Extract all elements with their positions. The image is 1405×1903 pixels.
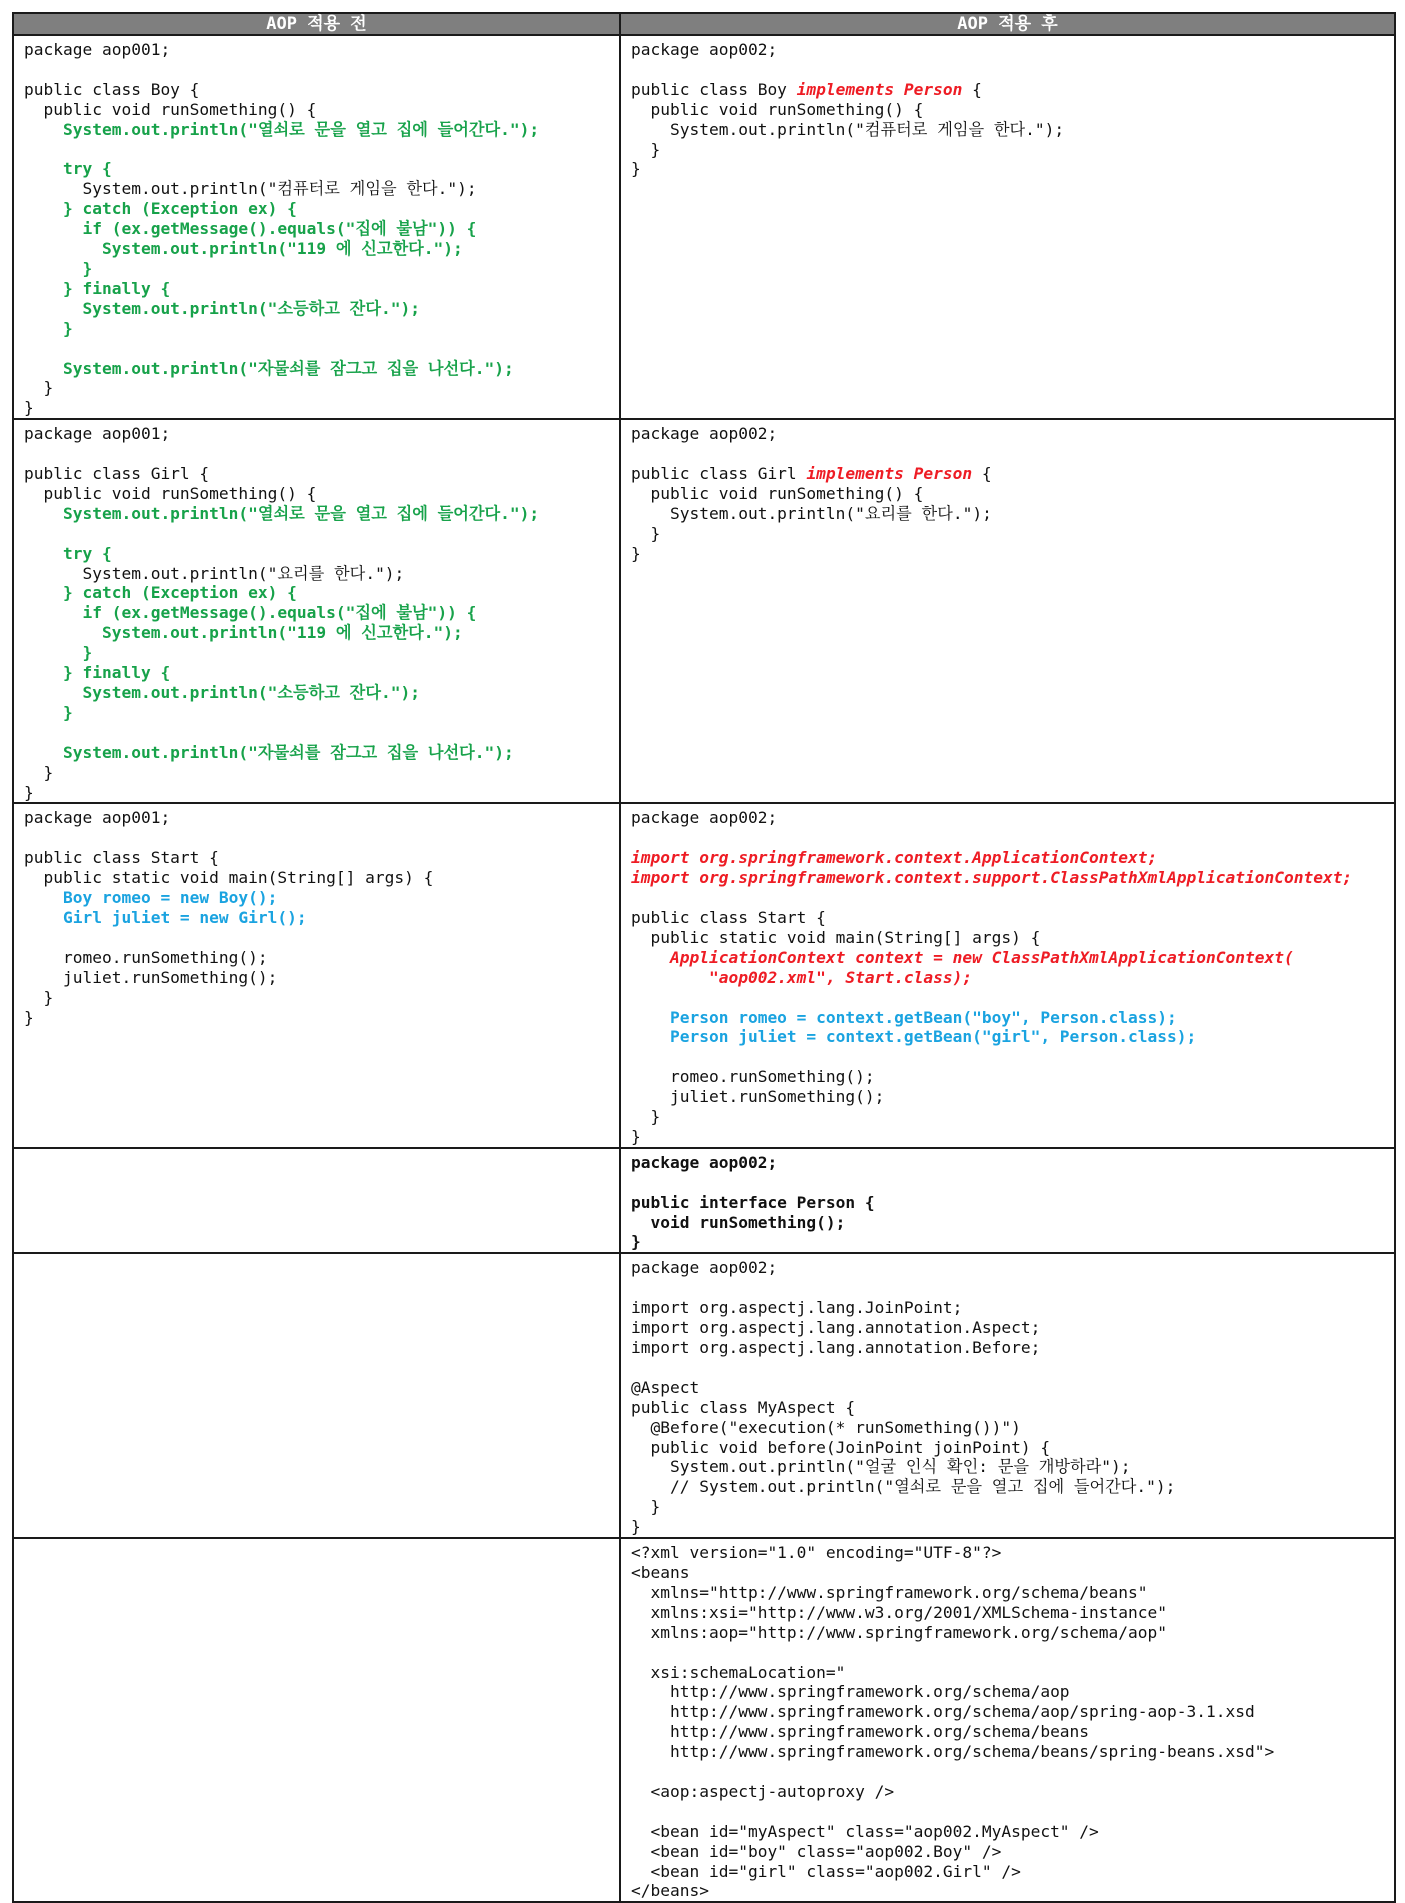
code-token: <bean id="girl" class="aop002.Girl" /> (631, 1861, 1021, 1881)
code-token: public class Start { (24, 848, 219, 868)
code-token: System.out.println("119 에 신고한다."); (24, 239, 463, 259)
code-line (631, 808, 1384, 828)
code-token: import org.aspectj.lang.JoinPoint; (631, 1298, 963, 1318)
code-line (631, 1107, 1384, 1127)
code-line (631, 1623, 1384, 1643)
code-token: http://www.springframework.org/schema/beans/spring-beans.xsd"> (631, 1742, 1275, 1762)
code-token: juliet.runSomething(); (631, 1087, 885, 1107)
code-line (631, 1563, 1384, 1583)
row-xml (13, 1538, 1395, 1902)
code-line (24, 783, 609, 803)
code-token: @Aspect (631, 1377, 700, 1397)
cell-before-start (13, 803, 620, 1147)
cell-after-person (620, 1148, 1395, 1254)
code-block-after-girl (621, 420, 1394, 563)
code-line (24, 378, 609, 398)
code-line (631, 120, 1384, 140)
code-token: if (ex.getMessage().equals("집에 불남")) { (24, 603, 477, 623)
code-token: if (ex.getMessage().equals("집에 불남")) { (24, 219, 477, 239)
code-line (631, 40, 1384, 60)
code-token: } (631, 543, 641, 563)
code-line (24, 464, 609, 484)
code-line (631, 1232, 1384, 1252)
header-before: AOP 적용 전 (13, 13, 620, 35)
code-line (24, 868, 609, 888)
code-line (631, 1702, 1384, 1722)
code-line (24, 60, 609, 80)
code-line (631, 1517, 1384, 1537)
code-token: package aop001; (24, 808, 171, 828)
code-token: package aop002; (631, 1152, 778, 1172)
cell-after-girl (620, 419, 1395, 803)
code-block-after-xml (621, 1539, 1394, 1901)
code-token: xmlns:aop="http://www.springframework.org/schema/aop" (631, 1622, 1168, 1642)
code-line (631, 1802, 1384, 1822)
code-token: System.out.println("소등하고 잔다."); (24, 683, 420, 702)
code-line (24, 808, 609, 828)
code-token: public void runSomething() { (24, 99, 317, 119)
code-token: implements Person (806, 464, 973, 484)
code-line (631, 1862, 1384, 1882)
code-token: package aop001; (24, 40, 171, 59)
code-block-before-boy (14, 36, 619, 418)
code-token: } (24, 398, 34, 418)
code-line (24, 663, 609, 683)
code-line (631, 1398, 1384, 1418)
code-token: } (24, 782, 34, 802)
code-token: implements Person (796, 79, 963, 99)
code-block-before-person (14, 1149, 619, 1153)
code-line (631, 928, 1384, 948)
code-token: import org.springframework.context.ApplicationContext; (631, 848, 1158, 868)
code-line (631, 1762, 1384, 1782)
code-token: Girl juliet = new Girl(); (24, 907, 307, 927)
code-line (631, 1173, 1384, 1193)
code-line (631, 1497, 1384, 1517)
code-token: public interface Person { (631, 1192, 875, 1212)
code-token: package aop002; (631, 424, 778, 444)
code-line (631, 544, 1384, 564)
code-token: public class Girl { (24, 464, 210, 484)
code-token: xsi:schemaLocation=" (631, 1662, 846, 1682)
code-line (24, 564, 609, 584)
code-line (631, 988, 1384, 1008)
code-block-after-myaspect (621, 1254, 1394, 1537)
code-token: System.out.println("얼굴 인식 확인: 문을 개방하라"); (631, 1457, 1131, 1477)
code-line (631, 1643, 1384, 1663)
code-line (631, 100, 1384, 120)
code-line (631, 888, 1384, 908)
code-token: Person romeo = context.getBean("boy", Person.class); (631, 1007, 1177, 1027)
cell-before-girl (13, 419, 620, 803)
code-line (631, 1127, 1384, 1147)
comparison-sheet (12, 12, 1394, 1903)
code-token: public class Girl (631, 464, 807, 484)
code-line (631, 1438, 1384, 1458)
code-line (24, 524, 609, 544)
code-token: import org.aspectj.lang.annotation.Before; (631, 1338, 1041, 1357)
code-token: package aop002; (631, 40, 778, 59)
code-line (631, 1298, 1384, 1318)
code-token: } (24, 1007, 34, 1027)
code-token: } (631, 1107, 661, 1127)
code-line (631, 1782, 1384, 1802)
code-line (631, 1418, 1384, 1438)
code-token: <beans (631, 1562, 690, 1582)
code-token: romeo.runSomething(); (631, 1067, 875, 1087)
code-line (24, 723, 609, 743)
cell-after-xml (620, 1538, 1395, 1902)
code-line (24, 828, 609, 848)
code-token: { (972, 464, 992, 484)
code-line (631, 1603, 1384, 1623)
code-line (631, 1047, 1384, 1067)
code-token: import org.springframework.context.support.ClassPathXmlApplicationContext; (631, 868, 1353, 888)
code-line (24, 319, 609, 339)
row-myaspect (13, 1253, 1395, 1538)
cell-before-xml-empty (13, 1538, 620, 1902)
code-line (631, 1543, 1384, 1563)
code-token: xmlns:xsi="http://www.w3.org/2001/XMLSchema-instance" (631, 1602, 1168, 1622)
code-token: } (24, 762, 54, 782)
code-token: package aop001; (24, 424, 171, 444)
code-token: public void before(JoinPoint joinPoint) { (631, 1437, 1051, 1457)
code-block-before-myaspect (14, 1254, 619, 1258)
code-line (24, 583, 609, 603)
code-token: public class Boy (631, 79, 797, 99)
code-token: </beans> (631, 1881, 709, 1901)
code-token: } (24, 318, 73, 338)
code-line (631, 504, 1384, 524)
code-line (24, 848, 609, 868)
code-token: System.out.println("요리를 한다."); (24, 563, 405, 583)
code-token: void runSomething(); (631, 1212, 846, 1232)
code-token: System.out.println("자물쇠를 잠그고 집을 나선다."); (24, 742, 514, 762)
code-line (24, 1008, 609, 1028)
code-token: System.out.println("컴퓨터로 게임을 한다."); (631, 119, 1065, 139)
code-token: http://www.springframework.org/schema/aop/spring-aop-3.1.xsd (631, 1702, 1255, 1722)
code-line (631, 1067, 1384, 1087)
code-line (24, 603, 609, 623)
code-token: System.out.println("열쇠로 문을 열고 집에 들어간다."); (24, 119, 540, 139)
code-line (24, 643, 609, 663)
code-line (631, 1722, 1384, 1742)
code-line (24, 968, 609, 988)
code-token: System.out.println("열쇠로 문을 열고 집에 들어간다."); (24, 503, 540, 523)
code-block-after-person (621, 1149, 1394, 1253)
code-line (24, 763, 609, 783)
row-start (13, 803, 1395, 1147)
code-line (631, 968, 1384, 988)
code-token: public static void main(String[] args) { (631, 927, 1041, 947)
code-line (631, 1477, 1384, 1497)
code-token: package aop002; (631, 808, 778, 828)
code-block-after-start (621, 804, 1394, 1146)
cell-after-start (620, 803, 1395, 1147)
code-line (24, 259, 609, 279)
code-line (631, 60, 1384, 80)
code-token: http://www.springframework.org/schema/beans (631, 1722, 1090, 1742)
code-token: public class MyAspect { (631, 1397, 856, 1417)
code-line (631, 464, 1384, 484)
code-line (24, 40, 609, 60)
code-token: } catch (Exception ex) { (24, 199, 297, 219)
code-token: xmlns="http://www.springframework.org/schema/beans" (631, 1582, 1148, 1602)
code-token: System.out.println("컴퓨터로 게임을 한다."); (24, 179, 477, 199)
code-line (631, 1338, 1384, 1358)
code-line (24, 159, 609, 179)
code-line (631, 1278, 1384, 1298)
code-line (24, 339, 609, 359)
code-block-before-xml (14, 1539, 619, 1543)
code-token: } (631, 1232, 641, 1252)
comparison-rows (13, 35, 1395, 1902)
code-token: public void runSomething() { (24, 483, 317, 503)
code-token: } (631, 1497, 661, 1517)
cell-after-myaspect (620, 1253, 1395, 1538)
code-token: <aop:aspectj-autoproxy /> (631, 1781, 895, 1801)
code-line (631, 1583, 1384, 1603)
comparison-table (12, 12, 1396, 1903)
code-line (24, 424, 609, 444)
code-line (631, 1318, 1384, 1338)
code-line (631, 868, 1384, 888)
code-line (631, 1193, 1384, 1213)
code-line (631, 80, 1384, 100)
row-girl (13, 419, 1395, 803)
code-block-before-start (14, 804, 619, 1027)
code-token: @Before("execution(* runSomething())") (631, 1417, 1021, 1437)
code-token: } (24, 258, 93, 278)
code-token: } (631, 139, 661, 159)
code-token: Boy romeo = new Boy(); (24, 888, 278, 908)
code-token: ApplicationContext context = new ClassPathXmlApplicationContext( (631, 947, 1294, 967)
code-token: import org.aspectj.lang.annotation.Aspect; (631, 1318, 1041, 1338)
code-line (631, 1842, 1384, 1862)
code-token: public void runSomething() { (631, 483, 924, 503)
code-line (631, 1027, 1384, 1047)
code-line (24, 484, 609, 504)
code-line (24, 888, 609, 908)
code-line (631, 159, 1384, 179)
code-line (631, 828, 1384, 848)
code-line (631, 524, 1384, 544)
code-line (631, 1742, 1384, 1762)
code-token: try { (24, 543, 112, 563)
code-line (24, 239, 609, 259)
row-boy (13, 35, 1395, 419)
code-line (631, 140, 1384, 160)
code-token: } (24, 987, 54, 1007)
cell-after-boy (620, 35, 1395, 419)
code-line (631, 1457, 1384, 1477)
code-token: romeo.runSomething(); (24, 947, 268, 967)
header-after: AOP 적용 후 (620, 13, 1395, 35)
code-token: } finally { (24, 663, 171, 683)
code-token: http://www.springframework.org/schema/aop (631, 1682, 1070, 1702)
code-token: } (631, 1126, 641, 1146)
code-token: juliet.runSomething(); (24, 967, 278, 987)
code-line (631, 1358, 1384, 1378)
code-line (631, 484, 1384, 504)
code-line (631, 1663, 1384, 1683)
code-line (24, 544, 609, 564)
code-line (24, 504, 609, 524)
code-line (631, 444, 1384, 464)
code-line (24, 199, 609, 219)
code-token: public class Start { (631, 907, 826, 927)
code-line (24, 703, 609, 723)
code-token: <bean id="myAspect" class="aop002.MyAspect" /> (631, 1821, 1099, 1841)
row-person (13, 1148, 1395, 1254)
code-line (24, 279, 609, 299)
code-line (24, 444, 609, 464)
code-line (24, 219, 609, 239)
code-line (631, 1087, 1384, 1107)
code-token: System.out.println("소등하고 잔다."); (24, 298, 420, 318)
code-token: } (631, 1517, 641, 1537)
code-line (631, 908, 1384, 928)
code-token: <?xml version="1.0" encoding="UTF-8"?> (631, 1543, 1002, 1563)
cell-before-myaspect-empty (13, 1253, 620, 1538)
code-block-after-boy (621, 36, 1394, 179)
code-line (24, 623, 609, 643)
code-line (631, 424, 1384, 444)
code-token: <bean id="boy" class="aop002.Boy" /> (631, 1841, 1002, 1861)
code-line (631, 1153, 1384, 1173)
code-line (24, 140, 609, 160)
code-line (24, 398, 609, 418)
code-line (24, 928, 609, 948)
code-token: } (24, 378, 54, 398)
code-line (24, 948, 609, 968)
cell-before-person-empty (13, 1148, 620, 1254)
code-line (631, 1008, 1384, 1028)
code-line (631, 1213, 1384, 1233)
code-line (631, 1682, 1384, 1702)
code-block-before-girl (14, 420, 619, 802)
code-line (24, 100, 609, 120)
code-line (24, 359, 609, 379)
code-token: public void runSomething() { (631, 99, 924, 119)
code-token: public static void main(String[] args) { (24, 868, 434, 888)
code-token: } (631, 523, 661, 543)
code-token: System.out.println("자물쇠를 잠그고 집을 나선다."); (24, 358, 514, 378)
code-token: package aop002; (631, 1258, 778, 1278)
code-token: } catch (Exception ex) { (24, 583, 297, 603)
code-line (631, 948, 1384, 968)
code-token: "aop002.xml", Start.class); (631, 967, 973, 987)
code-line (24, 80, 609, 100)
code-line (631, 1881, 1384, 1901)
code-token: // System.out.println("열쇠로 문을 열고 집에 들어간다."); (631, 1477, 1176, 1497)
code-line (24, 120, 609, 140)
code-line (631, 1378, 1384, 1398)
code-line (631, 1822, 1384, 1842)
cell-before-boy (13, 35, 620, 419)
code-line (631, 848, 1384, 868)
code-token: try { (24, 159, 112, 179)
code-token: } (24, 643, 93, 663)
code-line (631, 1258, 1384, 1278)
code-line (24, 683, 609, 703)
code-line (24, 988, 609, 1008)
code-line (24, 743, 609, 763)
code-token: public class Boy { (24, 79, 200, 99)
code-token: } (24, 702, 73, 722)
code-token: System.out.println("119 에 신고한다."); (24, 623, 463, 643)
code-token: Person juliet = context.getBean("girl", Person.class); (631, 1027, 1197, 1047)
code-line (24, 179, 609, 199)
code-line (24, 299, 609, 319)
code-token: } finally { (24, 278, 171, 298)
code-token: { (962, 79, 982, 99)
code-token: System.out.println("요리를 한다."); (631, 503, 992, 523)
code-line (24, 908, 609, 928)
code-token: } (631, 159, 641, 179)
